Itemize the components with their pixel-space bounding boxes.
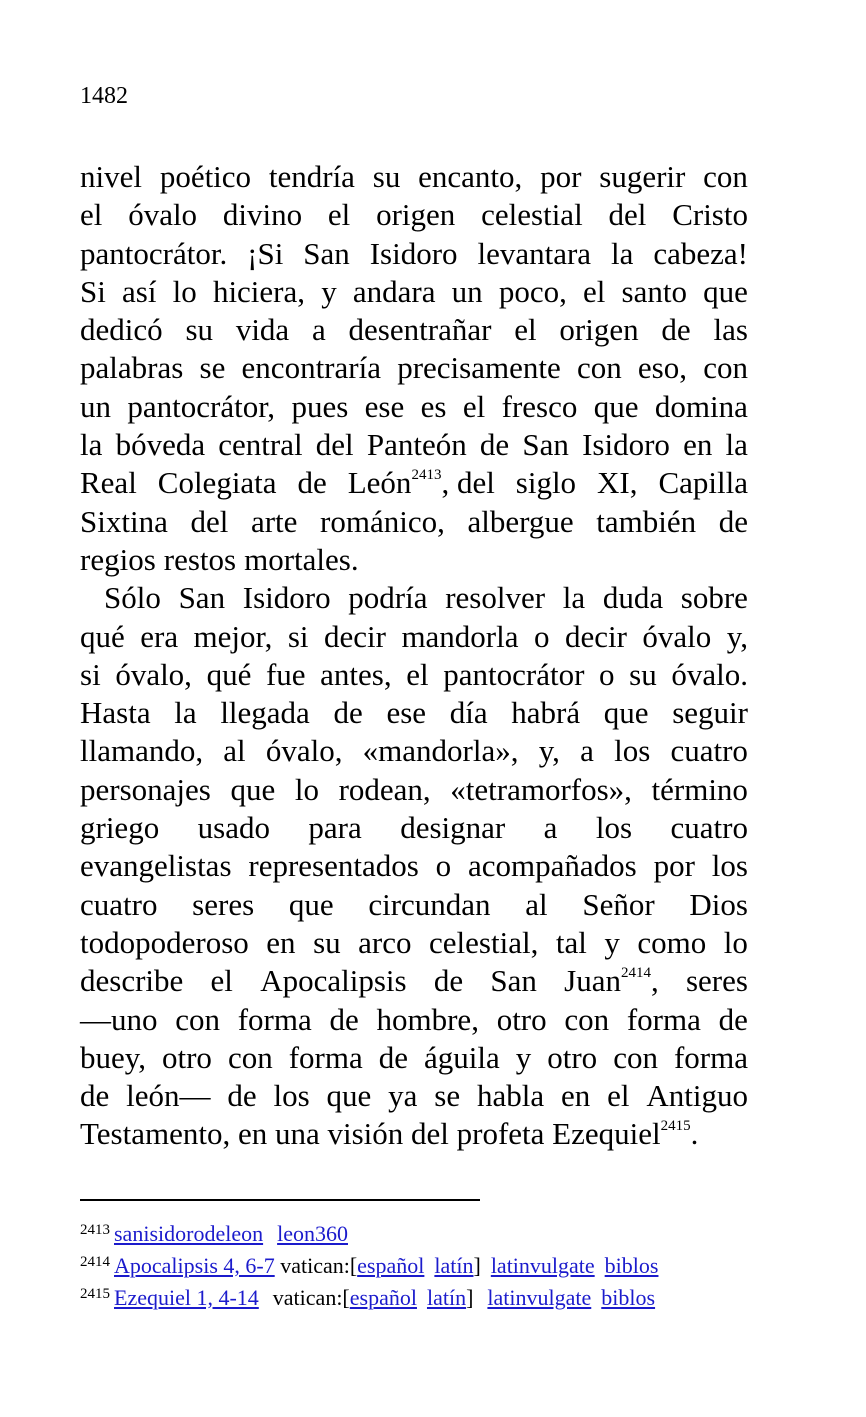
word: del — [315, 427, 354, 463]
word: andara — [352, 273, 436, 309]
word: se — [434, 1078, 461, 1114]
word: los — [614, 733, 651, 769]
word: seres — [192, 886, 255, 922]
word: pantocrátor — [443, 656, 585, 692]
word: representados — [248, 848, 419, 884]
word: óvalo. — [671, 656, 748, 692]
text-line — [80, 1039, 748, 1077]
word: lo — [294, 771, 319, 807]
word: otro — [496, 1001, 547, 1037]
text-line — [80, 426, 748, 464]
word: de — [329, 1001, 359, 1037]
word: y — [321, 273, 337, 309]
word: arte — [250, 503, 298, 539]
word: mortales. — [244, 541, 359, 577]
word: todopoderoso — [80, 924, 249, 960]
word: otro — [547, 1039, 598, 1075]
word: su — [313, 924, 341, 960]
word: celestial, — [429, 924, 539, 960]
word: y, — [726, 618, 748, 654]
word: pantocrátor. — [80, 235, 228, 271]
footnote-number: 2413 — [80, 1222, 110, 1238]
word: o — [533, 618, 550, 654]
word: otro — [162, 1039, 212, 1075]
word: restos — [163, 541, 237, 577]
text-line — [80, 464, 748, 502]
word: de — [378, 1039, 408, 1075]
word: Isidoro — [582, 427, 670, 463]
word: para — [308, 810, 362, 846]
word: forma — [237, 1001, 312, 1037]
word: y — [604, 924, 620, 960]
word: el — [327, 197, 351, 233]
word: desentrañar — [348, 312, 492, 348]
footnote-2413 — [80, 1218, 760, 1250]
word: ese — [364, 388, 405, 424]
word: Capilla — [658, 465, 748, 501]
word: Si — [80, 273, 106, 309]
word: describe — [80, 963, 184, 999]
link-latinvulgate[interactable]: latinvulgate — [490, 1253, 595, 1278]
word: hiciera, — [212, 273, 306, 309]
text-line — [80, 962, 748, 1000]
word: como — [637, 924, 707, 960]
word: a — [580, 733, 594, 769]
word-with-footnote-ref: León$^{2413}$, del — [347, 465, 495, 501]
word: águila — [424, 1039, 500, 1075]
word: San — [303, 235, 350, 271]
word: con — [564, 1001, 610, 1037]
word: con — [175, 1001, 220, 1037]
word: cabeza! — [653, 235, 748, 271]
word: regios — [80, 541, 156, 577]
word: que — [703, 273, 748, 309]
word: —uno — [80, 1001, 158, 1037]
word: ese — [386, 695, 427, 731]
link-vatican-latin[interactable]: latín — [426, 1285, 467, 1310]
text-line — [80, 886, 748, 924]
vatican-label: vatican:[ — [272, 1285, 350, 1310]
text-line — [80, 235, 748, 273]
word: llamando, — [80, 733, 204, 769]
text-line — [80, 579, 748, 617]
text-line — [80, 1001, 748, 1039]
word: con — [613, 1039, 658, 1075]
text-line — [80, 503, 748, 541]
word: al — [223, 733, 246, 769]
word: Hasta — [80, 695, 151, 731]
word: románico, — [320, 503, 445, 539]
word: de — [227, 1078, 257, 1114]
word: que — [326, 1078, 372, 1114]
word: su — [629, 656, 657, 692]
word: celestial — [481, 197, 583, 233]
word: llegada — [220, 695, 310, 731]
word: el — [80, 197, 103, 233]
word: evangelistas — [80, 848, 232, 884]
word: vida — [235, 312, 290, 348]
word: león— — [126, 1078, 211, 1114]
word: Cristo — [672, 197, 748, 233]
word: Isidoro — [242, 580, 331, 616]
word: personajes — [80, 771, 211, 807]
word: pues — [291, 388, 349, 424]
text-line — [80, 388, 748, 426]
word: óvalo, — [115, 656, 192, 692]
word: un — [80, 388, 111, 424]
word: el — [210, 963, 233, 999]
word: XI, — [597, 465, 638, 501]
word: mejor, — [193, 618, 273, 654]
link-vatican-espanol[interactable]: español — [349, 1285, 417, 1310]
word: la — [611, 235, 634, 271]
word: griego — [80, 810, 160, 846]
word: que — [593, 388, 639, 424]
word: arco — [358, 924, 412, 960]
vatican-close: ] — [466, 1285, 474, 1310]
word: circundan — [368, 886, 491, 922]
word: Real — [80, 465, 137, 501]
word: mandorla — [401, 618, 519, 654]
word: forma — [626, 1001, 701, 1037]
link-biblos[interactable]: biblos — [601, 1285, 656, 1310]
vatican-label: vatican:[ — [280, 1253, 358, 1278]
word: qué — [80, 618, 125, 654]
word: ¡Si — [247, 235, 284, 271]
link-sanisidorodeleon[interactable]: sanisidorodeleon — [114, 1221, 264, 1246]
word: los — [711, 848, 748, 884]
footnote-reference[interactable]: 2414 — [620, 964, 651, 981]
page-number: 1482 — [80, 83, 128, 109]
footnotes — [80, 1218, 760, 1314]
word: levantara — [477, 235, 592, 271]
word: cuatro — [670, 810, 748, 846]
text-line — [80, 541, 748, 579]
word: el — [406, 656, 429, 692]
word: y — [515, 1039, 532, 1075]
text-last-line: Testamento, en una visión del profeta Ezequiel$^{2415}$. — [80, 1116, 699, 1152]
link-biblos[interactable]: biblos — [604, 1253, 659, 1278]
footnote-number: 2414 — [80, 1254, 110, 1270]
word: de — [80, 1078, 110, 1114]
word: San — [178, 580, 226, 616]
footnote-reference[interactable]: 2415 — [660, 1118, 691, 1135]
link-vatican-espanol[interactable]: español — [357, 1253, 425, 1278]
footnote-2414 — [80, 1250, 760, 1282]
word: se — [199, 350, 226, 386]
word: hombre, — [376, 1001, 479, 1037]
word: el — [583, 273, 606, 309]
word: decir — [564, 618, 627, 654]
word: es — [420, 388, 447, 424]
word: San — [522, 427, 569, 463]
word: nivel — [80, 159, 142, 194]
body-text — [80, 158, 748, 1154]
word: de — [433, 963, 464, 999]
word: que — [230, 771, 276, 807]
word: habrá — [511, 695, 581, 731]
word: de — [718, 503, 748, 539]
word: central — [218, 427, 303, 463]
word-with-footnote-ref: Juan$^{2414}$, — [564, 963, 659, 999]
word: «mandorla», — [362, 733, 519, 769]
word: por — [653, 848, 695, 884]
link-apocalipsis[interactable]: Apocalipsis 4, 6-7 — [114, 1253, 275, 1278]
word: de — [333, 695, 363, 731]
word: cuatro — [80, 886, 158, 922]
word: su — [185, 312, 214, 348]
text-line — [80, 311, 748, 349]
word: pantocrátor, — [127, 388, 276, 424]
word: la — [174, 695, 197, 731]
word: al — [525, 886, 548, 922]
text-line — [80, 158, 748, 196]
link-latinvulgate[interactable]: latinvulgate — [487, 1285, 592, 1310]
word: o — [599, 656, 615, 692]
word: rodean, — [338, 771, 431, 807]
word: usado — [197, 810, 270, 846]
word: podría — [348, 580, 428, 616]
word: Sólo — [104, 580, 161, 616]
word: forma — [288, 1039, 363, 1075]
word: lo — [723, 924, 748, 960]
word: bóveda — [115, 427, 206, 463]
text-line — [80, 694, 748, 732]
word: «tetramorfos», — [450, 771, 632, 807]
word: antes, — [320, 656, 392, 692]
word: albergue — [467, 503, 574, 539]
text-line — [80, 656, 748, 694]
footnote-number: 2415 — [80, 1286, 110, 1302]
word: así — [122, 273, 157, 309]
word: o — [435, 848, 452, 884]
word: divino — [222, 197, 303, 233]
word: acompañados — [468, 848, 637, 884]
word: Colegiata — [157, 465, 277, 501]
footnote-divider — [80, 1199, 480, 1201]
word: a — [311, 312, 326, 348]
word: de — [479, 427, 510, 463]
word: habla — [476, 1078, 545, 1114]
word: que — [288, 886, 334, 922]
word: por — [540, 159, 582, 194]
word: palabras — [80, 350, 184, 386]
word: las — [713, 312, 748, 348]
word: el — [514, 312, 537, 348]
word: Panteón — [366, 427, 467, 463]
word: Dios — [689, 886, 748, 922]
word: lo — [172, 273, 197, 309]
text-line — [80, 1077, 748, 1115]
word: resolver — [445, 580, 546, 616]
word: los — [595, 810, 633, 846]
word: en — [266, 924, 296, 960]
word: la — [725, 427, 748, 463]
word: término — [651, 771, 748, 807]
text-line — [80, 732, 748, 770]
text-line — [80, 809, 748, 847]
link-leon360[interactable]: leon360 — [277, 1221, 348, 1246]
word: Antiguo — [646, 1078, 748, 1114]
word: óvalo, — [265, 733, 343, 769]
word: y, — [538, 733, 560, 769]
word: con — [703, 159, 748, 194]
text-line — [80, 847, 748, 885]
word: día — [449, 695, 488, 731]
word: precisamente — [397, 350, 561, 386]
word: seres — [685, 963, 748, 999]
word: Apocalipsis — [260, 963, 407, 999]
word: si — [287, 618, 309, 654]
word: un — [451, 273, 483, 309]
word: decir — [324, 618, 386, 654]
word: sobre — [680, 580, 748, 616]
word: también — [596, 503, 697, 539]
word: seguir — [672, 695, 748, 731]
word: el — [607, 1078, 630, 1114]
word: fue — [265, 656, 306, 692]
word: óvalo — [128, 197, 198, 233]
word: en — [560, 1078, 591, 1114]
text-line — [80, 924, 748, 962]
footnote-2415 — [80, 1282, 760, 1314]
text-line — [80, 349, 748, 387]
word: si — [80, 656, 101, 692]
word: poco, — [498, 273, 567, 309]
word: origen — [376, 197, 456, 233]
word: era — [140, 618, 179, 654]
vatican-close: ] — [473, 1253, 481, 1278]
word: encanto, — [418, 159, 523, 194]
word: duda — [602, 580, 664, 616]
word: en — [683, 427, 713, 463]
word: de — [297, 465, 327, 501]
text-line — [80, 771, 748, 809]
word: cuatro — [670, 733, 748, 769]
word: el — [462, 388, 486, 424]
link-vatican-latin[interactable]: latín — [434, 1253, 474, 1278]
word: domina — [654, 388, 748, 424]
word: con — [227, 1039, 273, 1075]
word: sugerir — [599, 159, 686, 194]
word: tal — [555, 924, 587, 960]
word: con — [703, 350, 748, 386]
word: poético — [159, 159, 252, 194]
word: forma — [673, 1039, 748, 1075]
word: origen — [559, 312, 639, 348]
word: que — [603, 695, 649, 731]
word: de — [661, 312, 691, 348]
word: los — [273, 1078, 310, 1114]
word: de — [718, 1001, 748, 1037]
word: tendría — [268, 159, 355, 194]
word: fresco — [501, 388, 578, 424]
word: del — [608, 197, 647, 233]
word: con — [576, 350, 622, 386]
word: eso, — [637, 350, 687, 386]
text-line — [80, 196, 748, 234]
word: San — [490, 963, 537, 999]
word: Isidoro — [369, 235, 458, 271]
link-ezequiel[interactable]: Ezequiel 1, 4-14 — [114, 1285, 259, 1310]
word: su — [372, 159, 401, 194]
word: Señor — [582, 886, 655, 922]
footnote-reference[interactable]: 2413 — [411, 467, 442, 484]
text-line — [80, 618, 748, 656]
text-line — [80, 1115, 748, 1153]
word: Sixtina — [80, 503, 168, 539]
word: la — [562, 580, 586, 616]
text-line — [80, 273, 748, 311]
word: a — [543, 810, 558, 846]
word: siglo — [515, 465, 577, 501]
word: la — [80, 427, 103, 463]
word: del — [190, 503, 229, 539]
word: designar — [400, 810, 506, 846]
word: buey, — [80, 1039, 146, 1075]
word: ya — [388, 1078, 418, 1114]
word: qué — [206, 656, 252, 692]
word: santo — [621, 273, 687, 309]
word: encontraría — [241, 350, 381, 386]
word: dedicó — [80, 312, 163, 348]
word: óvalo — [642, 618, 712, 654]
